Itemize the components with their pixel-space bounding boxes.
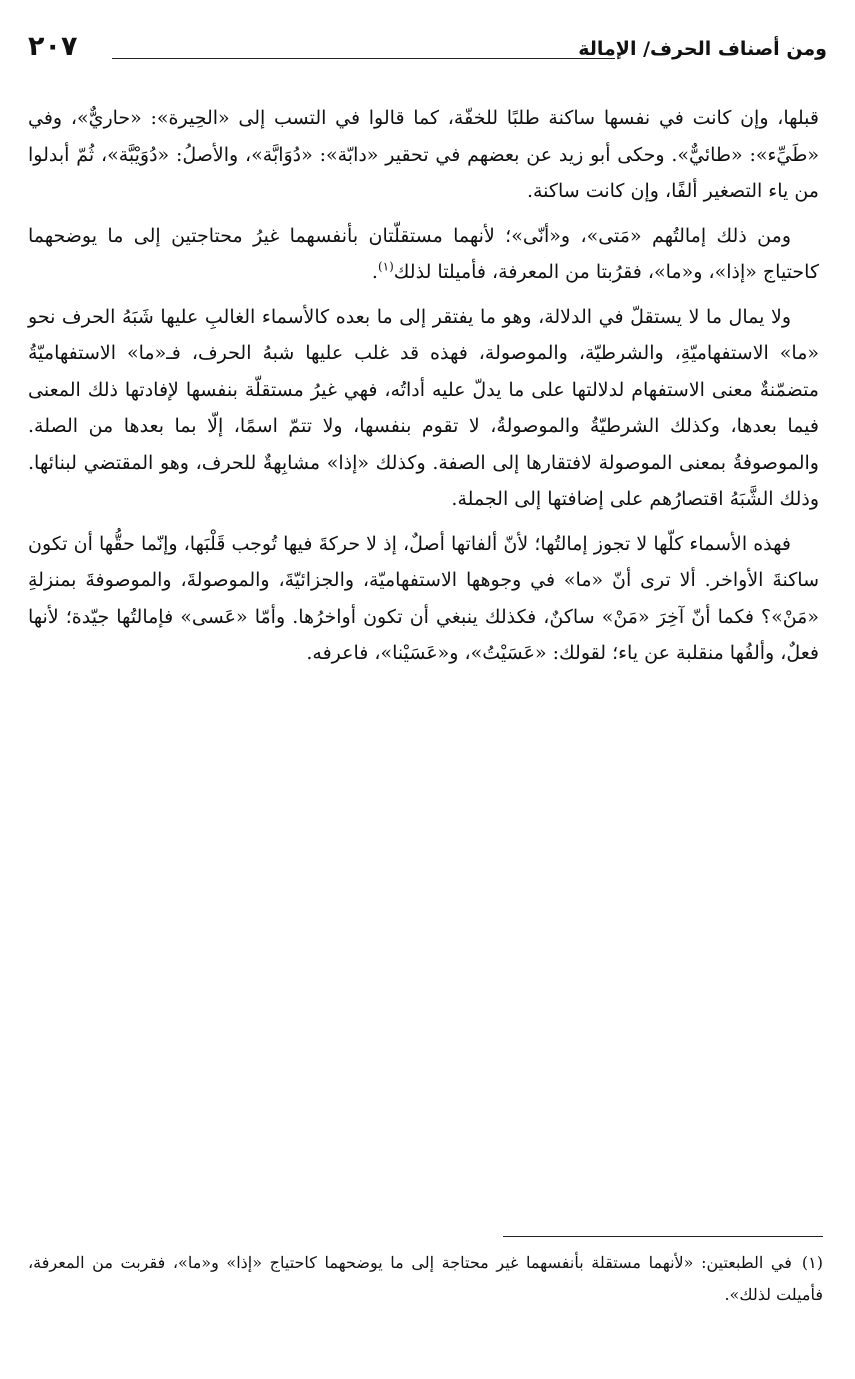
paragraph: ولا يمال ما لا يستقلّ في الدلالة، وهو ما يفتقر إلى ما بعده كالأسماء الغالبِ عليها شَبَهُ الحرف نحو «ما» الاستفهاميّةِ، والشرطيّة، والموصولة، فهذه قد غلب عليها شبهُ الحرف، فـ«ما» الاستفهاميّةُ متضمّنةٌ معنى الاستفهام لدلالتها على ما يدلّ عليه أداتُه، فهي غيرُ مستقلّة بنفسها لإفادتها ذلك المعنى فيما بعدها، وكذلك الشرطيّةُ والموصولةُ، لا تقوم بنفسها، ولا تتمّ اسمًا، إلّا بما بعدها من الصلة. والموصوفةُ بمعنى الموصولة لافتقارها إلى الصفة. وكذلك «إذا» مشابِهةٌ للحرف، وهو المقتضي لبنائها. وذلك الشَّبَهُ اقتصارُهم على إضافتها إلى الجملة.	[28, 305, 819, 510]
running-title: ومن أصناف الحرف/ الإمالة	[578, 38, 827, 60]
footnote	[28, 1247, 823, 1311]
footnote-text: في الطبعتين: «لأنهما مستقلة بأنفسهما غير محتاجة إلى ما يوضحهما كاحتياج «إذا» و«ما»، فقربت من المعرفة، فأميلت لذلك».	[28, 1253, 823, 1304]
paragraph: فهذه الأسماء كلّها لا تجوز إمالتُها؛ لأنّ ألفاتها أصلٌ، إذ لا حركةَ فيها تُوجب قَلْبَها، وإنّما حقُّها أن تكون ساكنةَ الأواخر. ألا ترى أنّ «ما» في وجوهها الاستفهاميّة، والجزائيّةَ، والموصولةَ، والموصوفةَ بمنزلةِ «مَنْ»؟ فكما أنّ آخِرَ «مَنْ» ساكنٌ، فكذلك ينبغي أن تكون أواخرُها. وأمّا «عَسى» فإمالتُها جيّدة؛ لأنها فعلٌ، وألفُها منقلبة عن ياء؛ لقولك: «عَسَيْتُ»، و«عَسَيْنا»، فاعرفه.	[28, 532, 819, 664]
paragraph: ومن ذلك إمالتُهم «مَتى»، و«أنّى»؛ لأنهما مستقلّتان بأنفسهما غيرُ محتاجتين إلى ما يوضحهما كاحتياج «إذا»، و«ما»، فقرُبتا من المعرفة، فأميلتا لذلك$^{(١)}$.	[28, 224, 819, 283]
footnote-reference: (١)	[377, 259, 394, 274]
page-header	[28, 30, 827, 70]
paragraph: قبلها، وإن كانت في نفسها ساكنة طلبًا للخفّة، كما قالوا في التسب إلى «الحِيرة»: «حاريٌّ»، وفي «طَيِّء»: «طائيٌّ». وحكى أبو زيد عن بعضهم في تحقير «دابّة»: «دُوَابَّة»، والأصلُ: «دُوَيْبَّة»، ثُمّ أبدلوا من ياء التصغير ألفًا، وإن كانت ساكنة.	[28, 107, 819, 202]
main-text	[28, 100, 819, 680]
header-rule	[112, 58, 615, 59]
footnote-marker: (١)	[801, 1253, 824, 1272]
page-number: ٢٠٧	[28, 31, 78, 62]
paragraph-text: ومن ذلك إمالتُهم «مَتى»، و«أنّى»؛ لأنهما مستقلّتان بأنفسهما غيرُ محتاجتين إلى ما يوضحهما كاحتياج «إذا»، و«ما»، فقرُبتا من المعرفة، فأميلتا لذلك	[28, 224, 819, 283]
footnote-separator	[503, 1236, 823, 1237]
